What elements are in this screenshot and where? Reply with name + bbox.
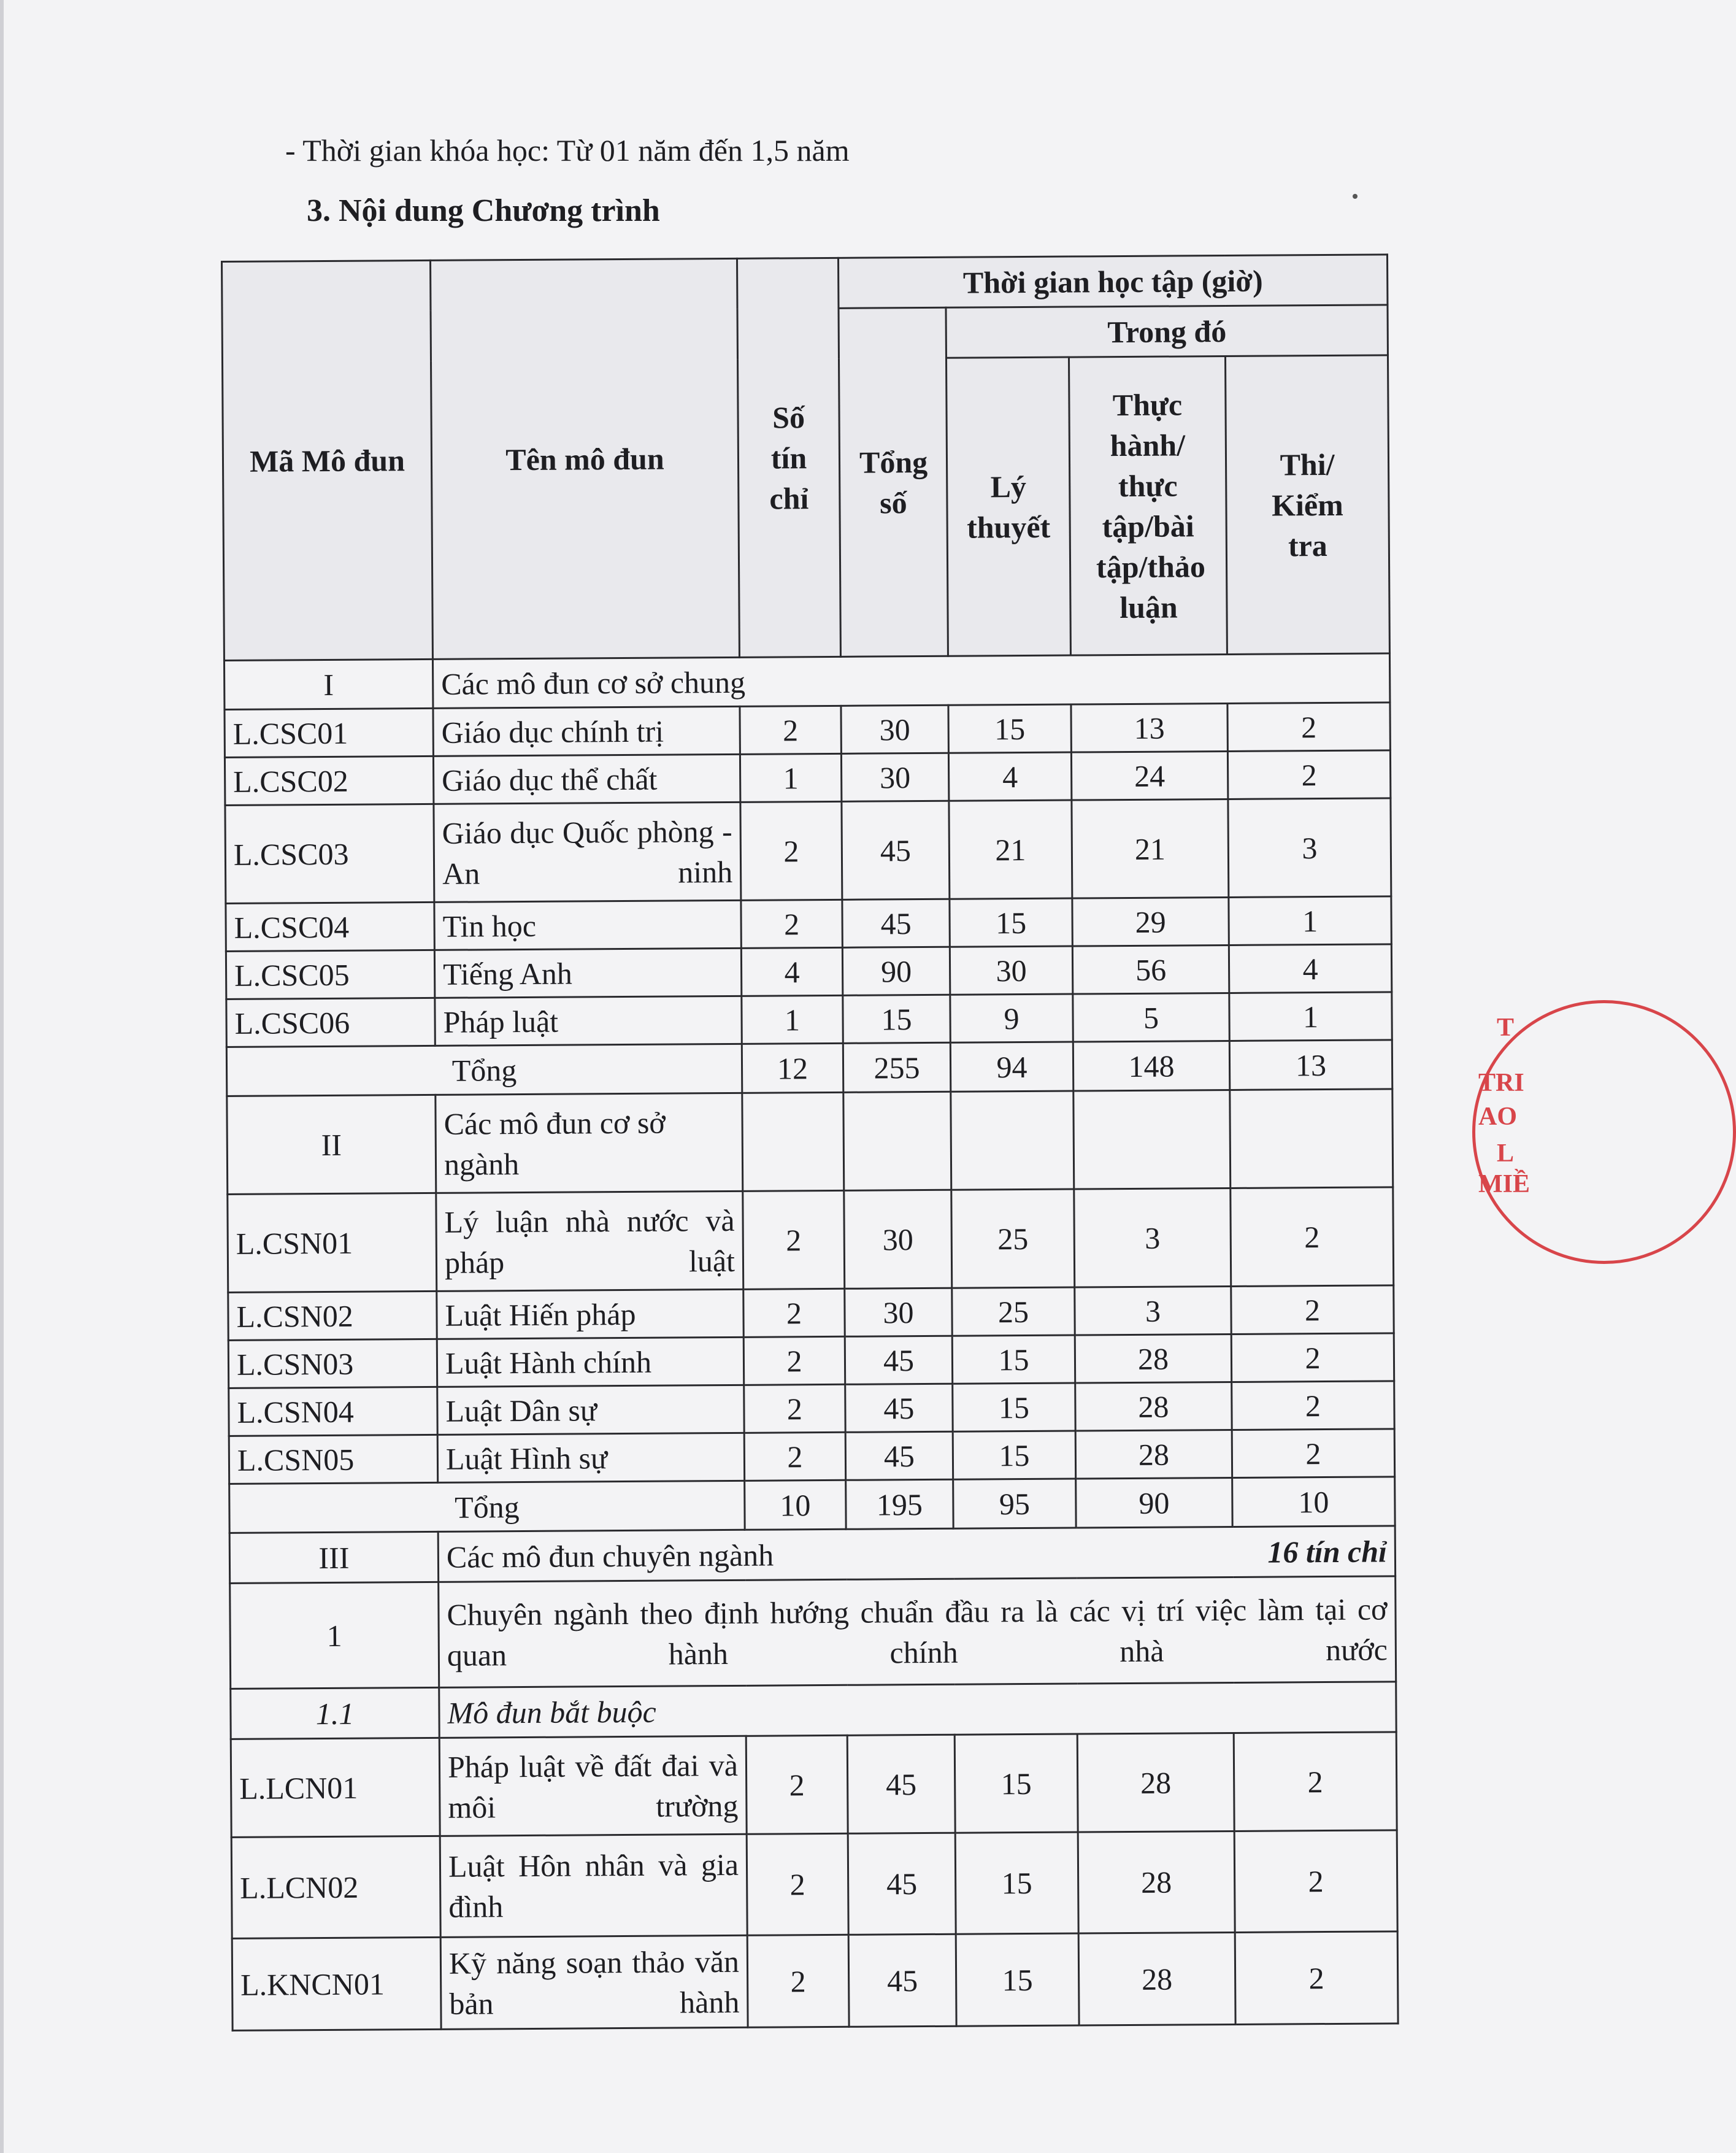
practice-cell: 28	[1075, 1430, 1232, 1479]
sum-practice: 90	[1076, 1477, 1232, 1528]
group3-title: Các mô đun chuyên ngành	[446, 1538, 774, 1574]
table-row	[225, 798, 1391, 904]
practice-cell: 28	[1078, 1831, 1235, 1933]
group1-roman: I	[224, 659, 432, 709]
practice-cell: 21	[1072, 799, 1229, 898]
table-row	[225, 703, 1390, 758]
seal-text: L	[1497, 1139, 1515, 1168]
module-code: L.LCN02	[231, 1836, 440, 1938]
theory-cell: 4	[948, 752, 1071, 801]
module-code: L.CSC02	[225, 756, 433, 805]
sum-row	[226, 1040, 1392, 1096]
table-row	[226, 944, 1391, 999]
seal-text: MIỀ	[1478, 1170, 1530, 1198]
exam-cell: 2	[1227, 703, 1391, 752]
module-code: L.CSN01	[228, 1193, 437, 1292]
module-code: L.CSC03	[225, 804, 434, 903]
module-name: Luật Hiến pháp	[437, 1289, 743, 1339]
table-row	[226, 992, 1392, 1047]
module-name: Lý luận nhà nước và pháp luật	[436, 1191, 743, 1291]
program-table	[221, 253, 1399, 2032]
theory-cell: 15	[950, 898, 1072, 947]
credits-cell: 2	[743, 1190, 845, 1289]
credits-cell: 4	[741, 947, 842, 996]
exam-cell: 2	[1234, 1830, 1397, 1933]
exam-cell: 1	[1229, 896, 1392, 946]
module-code: L.CSC05	[226, 950, 434, 999]
theory-cell: 25	[952, 1287, 1075, 1336]
sum-total: 255	[843, 1042, 950, 1092]
sum-total: 195	[846, 1479, 953, 1529]
exam-cell: 3	[1228, 798, 1391, 898]
module-code: L.CSN03	[228, 1339, 437, 1388]
module-name: Luật Hôn nhân và gia đình	[440, 1834, 747, 1937]
module-code: L.CSC06	[226, 998, 435, 1047]
header-code: Mã Mô đun	[222, 260, 433, 660]
theory-cell: 25	[951, 1189, 1075, 1288]
theory-cell: 15	[953, 1383, 1075, 1431]
seal-text: AO	[1478, 1103, 1517, 1131]
practice-cell: 28	[1075, 1382, 1232, 1431]
table-row	[228, 1285, 1394, 1341]
total-cell: 45	[845, 1336, 952, 1384]
exam-cell: 2	[1232, 1381, 1395, 1430]
header-total: Tổng số	[839, 307, 948, 657]
empty-cell	[1230, 1089, 1393, 1188]
credits-cell: 2	[740, 706, 841, 754]
sub11-number: 1.1	[231, 1687, 439, 1739]
sub1-title: Chuyên ngành theo định hướng chuẩn đầu ra là các vị trí việc làm tại cơ quan hành chính nhà nước	[439, 1576, 1396, 1688]
module-code: L.CSN02	[228, 1291, 437, 1340]
sum-theory: 94	[950, 1042, 1073, 1092]
practice-cell: 24	[1071, 751, 1227, 800]
credits-cell: 2	[746, 1735, 848, 1834]
total-cell: 45	[845, 1384, 953, 1432]
table-row	[228, 1333, 1394, 1388]
credits-cell: 2	[741, 899, 842, 948]
total-cell: 90	[842, 947, 950, 995]
credits-cell: 2	[740, 801, 842, 900]
practice-cell: 28	[1075, 1334, 1231, 1383]
module-code: L.LCN01	[231, 1738, 440, 1837]
module-name: Pháp luật về đất đai và môi trường	[439, 1736, 747, 1836]
header-credits: Số tín chỉ	[737, 258, 840, 657]
seal-text: T	[1497, 1014, 1515, 1042]
sum-practice: 148	[1073, 1041, 1229, 1091]
table-row	[226, 896, 1391, 952]
course-duration: - Thời gian khóa học: Từ 01 năm đến 1,5 năm	[285, 133, 850, 168]
credits-cell: 2	[747, 1935, 849, 2027]
module-name: Giáo dục Quốc phòng - An ninh	[434, 802, 741, 902]
module-name: Pháp luật	[435, 996, 742, 1046]
total-cell: 15	[843, 995, 950, 1043]
total-cell: 45	[842, 899, 950, 947]
seal-text: TRI	[1478, 1069, 1524, 1097]
sum-credits: 10	[745, 1480, 846, 1530]
total-cell: 30	[844, 1190, 952, 1288]
theory-cell: 21	[949, 800, 1072, 899]
total-cell: 30	[841, 705, 948, 753]
module-code: L.CSC01	[225, 708, 433, 757]
empty-cell	[951, 1091, 1074, 1190]
module-name: Luật Hành chính	[437, 1337, 743, 1387]
theory-cell: 15	[953, 1431, 1075, 1479]
practice-cell: 28	[1077, 1733, 1234, 1832]
header-theory: Lý thuyết	[946, 357, 1070, 656]
header-exam: Thi/ Kiểm tra	[1225, 355, 1389, 655]
empty-cell	[843, 1092, 951, 1190]
theory-cell: 9	[950, 994, 1073, 1042]
sum-label: Tổng	[226, 1044, 742, 1096]
table-row	[231, 1732, 1397, 1838]
sum-credits: 12	[742, 1043, 843, 1093]
table-row	[228, 1187, 1394, 1293]
header-name: Tên mô đun	[431, 258, 740, 659]
exam-cell: 4	[1229, 944, 1392, 993]
header-time-group: Thời gian học tập (giờ)	[838, 255, 1388, 308]
theory-cell: 15	[955, 1832, 1078, 1934]
exam-cell: 2	[1231, 1285, 1394, 1335]
theory-cell: 15	[952, 1335, 1075, 1384]
module-code: L.CSC04	[226, 902, 434, 951]
theory-cell: 15	[954, 1734, 1078, 1833]
theory-cell: 30	[950, 946, 1072, 995]
exam-cell: 2	[1234, 1732, 1397, 1831]
scan-edge	[0, 0, 4, 2153]
sum-row	[229, 1477, 1395, 1533]
practice-cell: 5	[1073, 993, 1229, 1042]
credits-cell: 2	[743, 1288, 845, 1337]
ink-dot	[1353, 194, 1358, 199]
module-name: Tin học	[434, 900, 741, 950]
total-cell: 45	[842, 801, 950, 899]
empty-cell	[742, 1092, 844, 1191]
theory-cell: 15	[948, 704, 1071, 753]
group2-title: Các mô đun cơ sở ngành	[436, 1093, 743, 1193]
table-row	[229, 1381, 1394, 1436]
module-name: Luật Hình sự	[437, 1433, 744, 1482]
module-code: L.CSN05	[229, 1435, 437, 1484]
credits-cell: 1	[742, 995, 843, 1044]
credits-cell: 2	[747, 1833, 848, 1935]
credits-cell: 2	[743, 1336, 845, 1385]
total-cell: 30	[841, 753, 948, 801]
exam-cell: 2	[1231, 1333, 1394, 1382]
group3-title-cell	[438, 1526, 1396, 1582]
sub11-title: Mô đun bắt buộc	[439, 1682, 1397, 1738]
module-name: Kỹ năng soạn thảo văn bản hành	[440, 1935, 748, 2029]
credits-cell: 2	[744, 1384, 845, 1433]
empty-cell	[1073, 1090, 1231, 1189]
exam-cell: 2	[1227, 750, 1391, 799]
theory-cell: 15	[956, 1933, 1079, 2026]
exam-cell: 2	[1232, 1429, 1395, 1478]
sum-exam: 13	[1229, 1040, 1392, 1090]
module-name: Giáo dục thể chất	[433, 754, 740, 804]
exam-cell: 2	[1235, 1932, 1398, 2025]
module-name: Tiếng Anh	[434, 948, 741, 998]
table-row	[232, 1932, 1398, 2031]
practice-cell: 13	[1071, 703, 1227, 752]
section-title: 3. Nội dung Chương trình	[307, 193, 660, 228]
header-practice: Thực hành/ thực tập/bài tập/thảo luận	[1069, 356, 1227, 656]
sum-exam: 10	[1232, 1477, 1396, 1527]
group2-roman: II	[227, 1095, 436, 1194]
sum-label: Tổng	[229, 1481, 745, 1533]
group3-roman: III	[229, 1531, 438, 1583]
total-cell: 45	[848, 1833, 956, 1935]
total-cell: 45	[845, 1431, 953, 1480]
group3-credit-note: 16 tín chỉ	[1267, 1533, 1388, 1569]
module-name: Giáo dục chính trị	[433, 706, 740, 756]
exam-cell: 2	[1231, 1187, 1394, 1287]
module-code: L.KNCN01	[232, 1937, 441, 2030]
module-code: L.CSN04	[229, 1387, 437, 1436]
total-cell: 45	[848, 1934, 956, 2027]
practice-cell: 56	[1072, 945, 1229, 994]
exam-cell: 1	[1229, 992, 1392, 1041]
table-row	[225, 750, 1390, 806]
header-of-which: Trong đó	[946, 305, 1388, 358]
credits-cell: 1	[740, 753, 841, 802]
red-seal	[1472, 1000, 1530, 1264]
practice-cell: 3	[1074, 1188, 1231, 1287]
module-name: Luật Dân sự	[437, 1385, 744, 1435]
practice-cell: 3	[1075, 1286, 1231, 1335]
credits-cell: 2	[744, 1432, 845, 1481]
group1-title: Các mô đun cơ sở chung	[432, 653, 1389, 709]
practice-cell: 29	[1072, 897, 1229, 946]
total-cell: 45	[847, 1735, 955, 1833]
total-cell: 30	[845, 1288, 952, 1336]
sum-theory: 95	[953, 1479, 1076, 1528]
practice-cell: 28	[1078, 1932, 1235, 2025]
table-row	[231, 1830, 1397, 1939]
table-row	[229, 1429, 1394, 1484]
sub1-number: 1	[230, 1582, 439, 1689]
